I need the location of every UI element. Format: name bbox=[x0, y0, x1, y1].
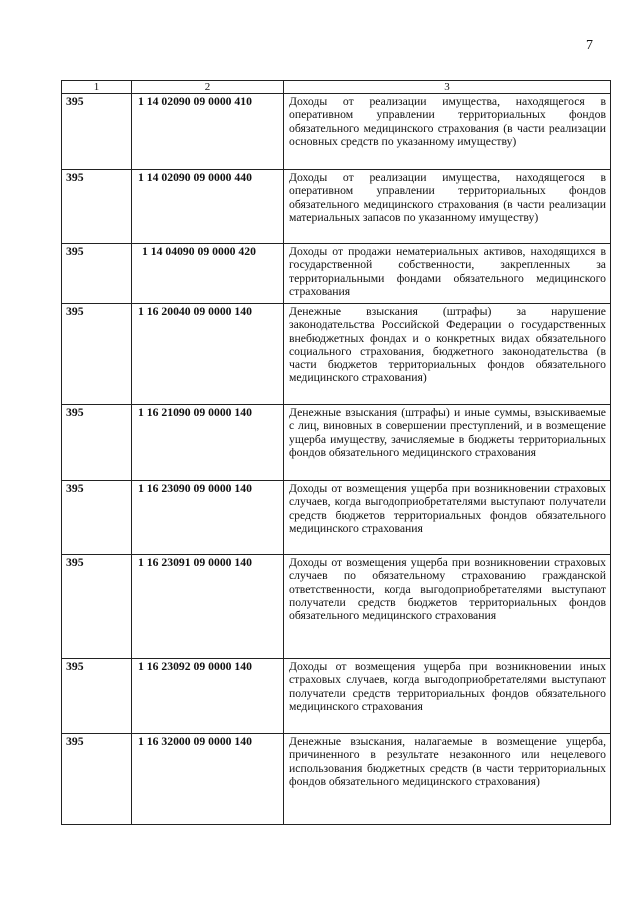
admin-code-cell: 395 bbox=[62, 734, 132, 825]
table-row bbox=[62, 481, 611, 555]
table-row bbox=[62, 734, 611, 825]
table-row bbox=[62, 555, 611, 659]
revenue-code-cell: 1 14 04090 09 0000 420 bbox=[132, 244, 284, 304]
description-cell: Доходы от продажи нематериальных активов, находящихся в государственной собственности, закрепленных за территориальными фондами обязательного медицинского страхования bbox=[284, 244, 611, 304]
description-cell: Денежные взыскания, налагаемые в возмещение ущерба, причиненного в результате незаконного или нецелевого использования бюджетных средств (в части территориальных фондов обязательного медицинского страхования) bbox=[284, 734, 611, 825]
table-row bbox=[62, 659, 611, 734]
description-cell: Доходы от возмещения ущерба при возникновении страховых случаев, когда выгодоприобретателями выступают получатели средств бюджетов территориальных фондов обязательного медицинского страхования bbox=[284, 481, 611, 555]
revenue-code-cell: 1 16 21090 09 0000 140 bbox=[132, 405, 284, 481]
revenue-code-cell: 1 16 23091 09 0000 140 bbox=[132, 555, 284, 659]
revenue-codes-table bbox=[61, 80, 611, 825]
revenue-code-cell: 1 16 23092 09 0000 140 bbox=[132, 659, 284, 734]
description-cell: Доходы от возмещения ущерба при возникновении иных страховых случаев, когда выгодоприобретателями выступают получатели средств территориальных фондов обязательного медицинского страхования bbox=[284, 659, 611, 734]
table-row bbox=[62, 405, 611, 481]
description-cell: Доходы от возмещения ущерба при возникновении страховых случаев по обязательному страхованию гражданской ответственности, когда выгодоприобретателями выступают получатели средств бюджетов территориальных фондов обязательного медицинского страхования bbox=[284, 555, 611, 659]
admin-code-cell: 395 bbox=[62, 481, 132, 555]
admin-code-cell: 395 bbox=[62, 170, 132, 244]
revenue-code-cell: 1 14 02090 09 0000 410 bbox=[132, 94, 284, 170]
admin-code-cell: 395 bbox=[62, 659, 132, 734]
description-cell: Денежные взыскания (штрафы) и иные суммы, взыскиваемые с лиц, виновных в совершении преступлений, и в возмещение ущерба имуществу, зачисляемые в бюджеты территориальных фондов обязательного медицинского страхования bbox=[284, 405, 611, 481]
description-cell: Доходы от реализации имущества, находящегося в оперативном управлении территориальных фондов обязательного медицинского страхования (в части реализации основных средств по указанному имуществу) bbox=[284, 94, 611, 170]
admin-code-cell: 395 bbox=[62, 304, 132, 405]
table-row bbox=[62, 304, 611, 405]
table-row bbox=[62, 94, 611, 170]
admin-code-cell: 395 bbox=[62, 244, 132, 304]
revenue-code-cell: 1 16 32000 09 0000 140 bbox=[132, 734, 284, 825]
table-row bbox=[62, 170, 611, 244]
column-header-3: 3 bbox=[284, 81, 611, 94]
column-header-1: 1 bbox=[62, 81, 132, 94]
table-row bbox=[62, 244, 611, 304]
page-number: 7 bbox=[586, 38, 593, 53]
table-header-row bbox=[62, 81, 611, 94]
revenue-code-cell: 1 14 02090 09 0000 440 bbox=[132, 170, 284, 244]
revenue-code-cell: 1 16 20040 09 0000 140 bbox=[132, 304, 284, 405]
revenue-code-cell: 1 16 23090 09 0000 140 bbox=[132, 481, 284, 555]
column-header-2: 2 bbox=[132, 81, 284, 94]
description-cell: Доходы от реализации имущества, находящегося в оперативном управлении территориальных фондов обязательного медицинского страхования (в части реализации материальных запасов по указанному имуществу) bbox=[284, 170, 611, 244]
admin-code-cell: 395 bbox=[62, 94, 132, 170]
admin-code-cell: 395 bbox=[62, 555, 132, 659]
description-cell: Денежные взыскания (штрафы) за нарушение законодательства Российской Федерации о государственных внебюджетных фондах и о конкретных видах обязательного социального страхования, бюджетного законодательства (в части бюджетов территориальных фондов обязательного медицинского страхования) bbox=[284, 304, 611, 405]
admin-code-cell: 395 bbox=[62, 405, 132, 481]
